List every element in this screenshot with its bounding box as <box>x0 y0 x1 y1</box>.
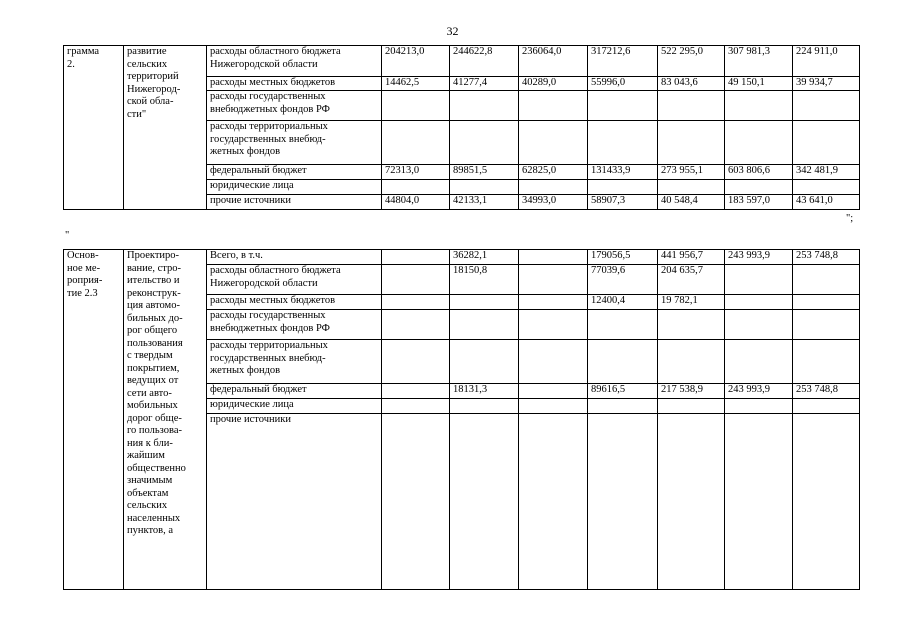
program-name-line: бильных до- <box>127 312 183 324</box>
program-name-line: с твердым <box>127 350 173 361</box>
funding-source-line: государственных внебюд- <box>210 133 326 145</box>
funding-source-cell <box>207 265 382 295</box>
amount-cell: 72313,0 <box>382 165 450 180</box>
funding-source-line: расходы местных бюджетов <box>210 77 336 88</box>
program-name-line: покрытием, <box>127 362 180 374</box>
amount-cell <box>382 265 450 295</box>
funding-source-line: расходы территориальных <box>210 340 328 351</box>
amount-cell: 44804,0 <box>382 195 450 210</box>
amount-cell: 43 641,0 <box>793 195 860 210</box>
program-number-line: тие 2.3 <box>67 287 98 299</box>
amount-cell <box>519 180 588 195</box>
funding-source-cell <box>207 384 382 399</box>
amount-cell <box>588 414 658 590</box>
amount-cell <box>382 250 450 265</box>
amount-cell: 183 597,0 <box>725 195 793 210</box>
amount-cell <box>382 310 450 340</box>
amount-cell: 204213,0 <box>382 46 450 77</box>
amount-cell: 89851,5 <box>450 165 519 180</box>
amount-cell <box>725 414 793 590</box>
program-name-line: вание, стро- <box>127 262 182 274</box>
program-number-cell <box>64 250 124 590</box>
table-row <box>64 250 860 265</box>
amount-cell <box>450 91 519 121</box>
amount-cell <box>382 414 450 590</box>
amount-cell: 83 043,6 <box>658 77 725 91</box>
funding-source-cell <box>207 77 382 91</box>
amount-cell: 19 782,1 <box>658 295 725 310</box>
funding-source-line: прочие источники <box>210 195 291 206</box>
funding-source-line: внебюджетных фондов РФ <box>210 322 330 334</box>
funding-source-cell <box>207 310 382 340</box>
amount-cell: 58907,3 <box>588 195 658 210</box>
amount-cell <box>450 180 519 195</box>
amount-cell <box>382 340 450 384</box>
amount-cell <box>658 399 725 414</box>
program-name-line: сельских <box>127 500 168 511</box>
funding-source-cell <box>207 399 382 414</box>
program-name-line: ской обла- <box>127 96 174 107</box>
funding-source-line: жетных фондов <box>210 365 281 376</box>
amount-cell: 224 911,0 <box>793 46 860 77</box>
program-number-cell <box>64 46 124 210</box>
program-name-line: сельских <box>127 58 168 70</box>
program-name-line: Проектиро- <box>127 250 180 261</box>
program-name-line: реконструк- <box>127 287 181 299</box>
amount-cell <box>725 265 793 295</box>
amount-cell <box>450 310 519 340</box>
amount-cell <box>519 121 588 165</box>
amount-cell <box>382 295 450 310</box>
funding-source-line: внебюджетных фондов РФ <box>210 103 330 115</box>
program-name-line: ния к бли- <box>127 437 173 449</box>
amount-cell: 244622,8 <box>450 46 519 77</box>
amount-cell <box>725 399 793 414</box>
amount-cell <box>382 91 450 121</box>
amount-cell <box>725 91 793 121</box>
amount-cell <box>658 91 725 121</box>
amount-cell <box>382 384 450 399</box>
funding-source-cell <box>207 165 382 180</box>
funding-source-line: Всего, в т.ч. <box>210 250 263 261</box>
amount-cell <box>793 414 860 590</box>
program-name-line: значимым <box>127 475 173 486</box>
page-number: 32 <box>446 24 459 38</box>
table-row <box>64 46 860 77</box>
amount-cell <box>382 180 450 195</box>
amount-cell: 204 635,7 <box>658 265 725 295</box>
amount-cell <box>519 295 588 310</box>
program-number-line: Основ- <box>67 250 99 261</box>
amount-cell <box>382 121 450 165</box>
amount-cell: 273 955,1 <box>658 165 725 180</box>
amount-cell <box>793 91 860 121</box>
program-name-line: общественно <box>127 462 186 474</box>
funding-source-cell <box>207 46 382 77</box>
amount-cell: 36282,1 <box>450 250 519 265</box>
funding-source-line: расходы государственных <box>210 91 326 102</box>
amount-cell <box>588 340 658 384</box>
program-name-line: ведущих от <box>127 375 179 386</box>
amount-cell <box>450 340 519 384</box>
amount-cell: 603 806,6 <box>725 165 793 180</box>
amount-cell <box>793 340 860 384</box>
program-name-line: объектам <box>127 487 169 499</box>
amount-cell <box>658 340 725 384</box>
amount-cell <box>588 91 658 121</box>
amount-cell <box>725 121 793 165</box>
program-name-cell <box>124 250 207 590</box>
amount-cell: 42133,1 <box>450 195 519 210</box>
program-name-line: населенных <box>127 512 181 524</box>
amount-cell: 62825,0 <box>519 165 588 180</box>
amount-cell <box>793 121 860 165</box>
program-name-line: го пользова- <box>127 425 182 436</box>
amount-cell: 18131,3 <box>450 384 519 399</box>
program-name-line: дорог обще- <box>127 412 182 424</box>
amount-cell <box>519 414 588 590</box>
amount-cell: 253 748,8 <box>793 384 860 399</box>
funding-source-cell <box>207 414 382 590</box>
program-name-line: сети авто- <box>127 387 172 399</box>
program-name-line: Нижегород- <box>127 83 181 95</box>
amount-cell <box>450 295 519 310</box>
funding-source-line: Нижегородской области <box>210 277 318 289</box>
funding-source-line: жетных фондов <box>210 146 281 157</box>
amount-cell: 55996,0 <box>588 77 658 91</box>
amount-cell: 18150,8 <box>450 265 519 295</box>
amount-cell: 12400,4 <box>588 295 658 310</box>
amount-cell <box>519 310 588 340</box>
amount-cell <box>450 399 519 414</box>
amount-cell <box>793 310 860 340</box>
funding-source-line: федеральный бюджет <box>210 165 307 176</box>
amount-cell <box>450 121 519 165</box>
amount-cell <box>519 340 588 384</box>
program-name-line: ция автомо- <box>127 300 180 311</box>
program-number-line: грамма <box>67 46 100 57</box>
amount-cell <box>793 180 860 195</box>
amount-cell: 40 548,4 <box>658 195 725 210</box>
funding-source-line: прочие источники <box>210 414 291 425</box>
program-name-line: пунктов, а <box>127 525 174 536</box>
opening-quote-mark: " <box>65 230 70 241</box>
funding-source-cell <box>207 250 382 265</box>
amount-cell: 34993,0 <box>519 195 588 210</box>
funding-source-line: государственных внебюд- <box>210 352 326 364</box>
amount-cell: 41277,4 <box>450 77 519 91</box>
funding-source-cell <box>207 195 382 210</box>
amount-cell: 14462,5 <box>382 77 450 91</box>
funding-source-line: расходы областного бюджета <box>210 46 341 57</box>
amount-cell <box>658 414 725 590</box>
program-name-line: пользования <box>127 337 183 349</box>
amount-cell <box>793 399 860 414</box>
amount-cell: 77039,6 <box>588 265 658 295</box>
amount-cell <box>725 340 793 384</box>
amount-cell <box>588 310 658 340</box>
program-number-line: ное ме- <box>67 262 101 274</box>
funding-source-line: Нижегородской области <box>210 58 318 70</box>
amount-cell <box>519 91 588 121</box>
funding-source-cell <box>207 295 382 310</box>
funding-source-line: юридические лица <box>210 399 294 410</box>
program-name-line: ительство и <box>127 275 180 286</box>
amount-cell: 179056,5 <box>588 250 658 265</box>
amount-cell: 307 981,3 <box>725 46 793 77</box>
amount-cell: 441 956,7 <box>658 250 725 265</box>
funding-source-cell <box>207 121 382 165</box>
amount-cell <box>450 414 519 590</box>
amount-cell: 317212,6 <box>588 46 658 77</box>
amount-cell <box>725 310 793 340</box>
program-name-line: рог общего <box>127 325 178 336</box>
amount-cell: 522 295,0 <box>658 46 725 77</box>
funding-table-measure-2-3 <box>63 249 860 590</box>
amount-cell <box>519 384 588 399</box>
funding-source-cell <box>207 91 382 121</box>
amount-cell <box>725 295 793 310</box>
amount-cell <box>658 121 725 165</box>
amount-cell <box>382 399 450 414</box>
program-number-line: 2. <box>67 58 75 70</box>
funding-source-line: расходы областного бюджета <box>210 265 341 276</box>
amount-cell: 89616,5 <box>588 384 658 399</box>
amount-cell <box>658 180 725 195</box>
amount-cell: 243 993,9 <box>725 384 793 399</box>
program-name-line: жайшим <box>127 450 165 461</box>
amount-cell <box>588 399 658 414</box>
amount-cell <box>793 265 860 295</box>
amount-cell: 131433,9 <box>588 165 658 180</box>
funding-source-cell <box>207 180 382 195</box>
funding-source-line: федеральный бюджет <box>210 384 307 395</box>
program-name-line: территорий <box>127 71 179 82</box>
amount-cell: 49 150,1 <box>725 77 793 91</box>
program-name-line: сти" <box>127 108 147 120</box>
amount-cell <box>588 121 658 165</box>
amount-cell: 39 934,7 <box>793 77 860 91</box>
amount-cell <box>725 180 793 195</box>
funding-source-line: расходы государственных <box>210 310 326 321</box>
funding-table-program-2 <box>63 45 860 210</box>
funding-source-line: юридические лица <box>210 180 294 191</box>
funding-source-line: расходы местных бюджетов <box>210 295 336 306</box>
closing-quote-mark: "; <box>846 213 854 224</box>
program-name-line: мобильных <box>127 400 178 411</box>
amount-cell: 342 481,9 <box>793 165 860 180</box>
funding-source-line: расходы территориальных <box>210 121 328 132</box>
amount-cell: 236064,0 <box>519 46 588 77</box>
amount-cell: 217 538,9 <box>658 384 725 399</box>
program-number-line: роприя- <box>67 275 103 286</box>
funding-source-cell <box>207 340 382 384</box>
amount-cell <box>658 310 725 340</box>
program-name-line: развитие <box>127 46 167 57</box>
amount-cell <box>793 295 860 310</box>
amount-cell: 253 748,8 <box>793 250 860 265</box>
program-name-cell <box>124 46 207 210</box>
amount-cell <box>519 250 588 265</box>
amount-cell <box>519 399 588 414</box>
amount-cell: 243 993,9 <box>725 250 793 265</box>
amount-cell <box>519 265 588 295</box>
amount-cell <box>588 180 658 195</box>
amount-cell: 40289,0 <box>519 77 588 91</box>
